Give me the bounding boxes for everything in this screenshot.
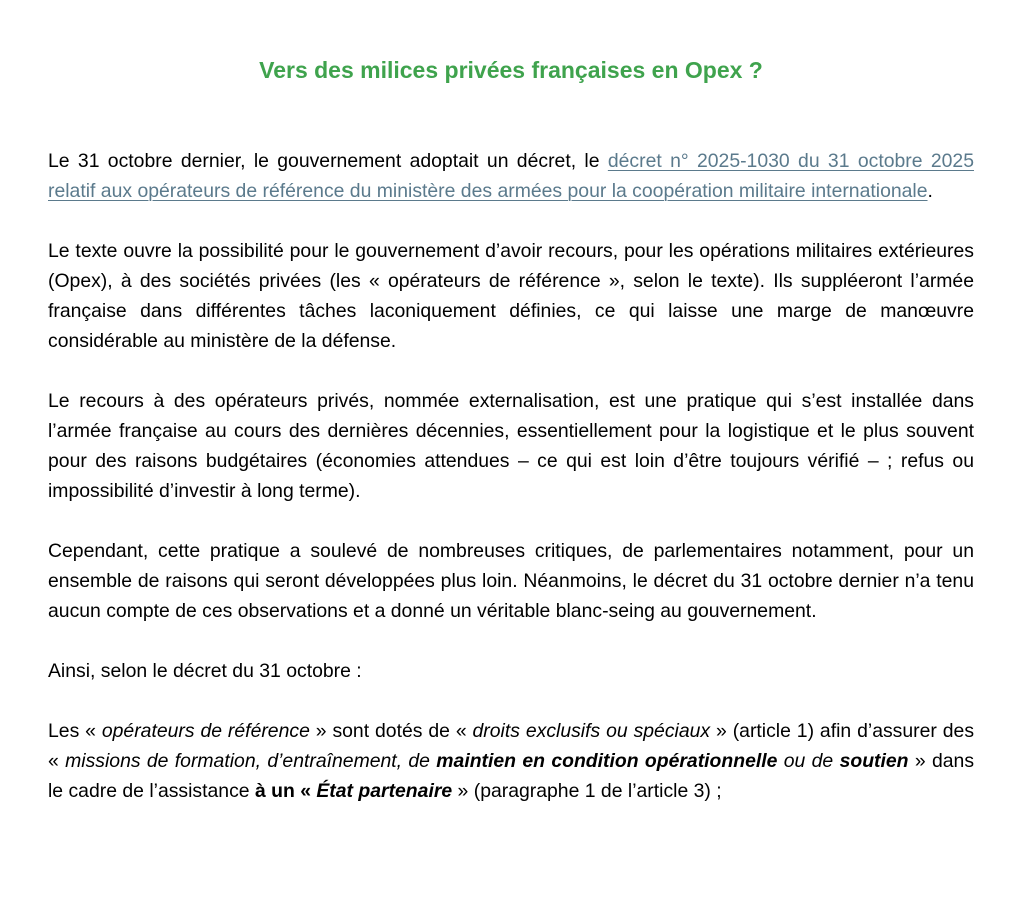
intro-text: Le 31 octobre dernier, le gouvernement adoptait un décret, le [48, 150, 608, 172]
intro-end: . [927, 180, 933, 202]
operators-text-2: » sont dotés de « [309, 720, 473, 742]
paragraph-externalisation: Le recours à des opérateurs privés, nommée externalisation, est une pratique qui s’est installée dans l’armée française au cours des dernières décennies, essentiellement pour la logistique et le plus souvent pour des raisons budgétaires (économies attendues – ce qui est loin d’être toujours vérifié – ; refus ou impossibilité d’investir à long terme). [48, 390, 974, 502]
paragraph-intro [48, 146, 974, 206]
decree-link[interactable]: décret n° 2025-1030 du 31 octobre 2025 relatif aux opérateurs de référence du ministère des armées pour la coopération militaire internationale [48, 150, 974, 202]
operators-text-1: Les « [48, 720, 102, 742]
paragraph-criticism: Cependant, cette pratique a soulevé de nombreuses critiques, de parlementaires notamment, pour un ensemble de raisons qui seront développées plus loin. Néanmoins, le décret du 31 octobre dernier n’a tenu aucun compte de ces observations et a donné un véritable blanc-seing au gouvernement. [48, 540, 974, 622]
article-title: Vers des milices privées françaises en Opex ? [259, 57, 763, 83]
paragraph-operators [48, 716, 974, 806]
exclusive-rights: droits exclusifs ou spéciaux [472, 720, 711, 742]
operators-term: opérateurs de référence [101, 720, 310, 742]
missions-text: missions de formation, d’entraînement, de [65, 750, 437, 772]
operators-text-5: » [452, 780, 469, 802]
operators-text-4: » dans le cadre de l’assistance [48, 750, 975, 802]
operators-text-6: (paragraphe 1 de l’article 3) ; [468, 780, 722, 802]
or-text: ou de [777, 750, 840, 772]
paragraph-decree-intro: Ainsi, selon le décret du 31 octobre : [48, 660, 362, 682]
support-term: soutien [839, 750, 909, 772]
paragraph-opex: Le texte ouvre la possibilité pour le gouvernement d’avoir recours, pour les opérations militaires extérieures (Opex), à des sociétés privées (les « opérateurs de référence », selon le texte). Ils suppléeront l’armée française dans différentes tâches laconiquement définies, ce qui laisse une marge de manœuvre considérable au ministère de la défense. [48, 240, 974, 352]
maintenance-term: maintien en condition opérationnelle [436, 750, 778, 772]
partner-state-term: État partenaire [316, 780, 453, 802]
operators-text-3: » (article 1) afin d’assurer des « [48, 720, 975, 772]
article [48, 0, 974, 806]
partner-state-prefix: à un « [254, 780, 317, 802]
